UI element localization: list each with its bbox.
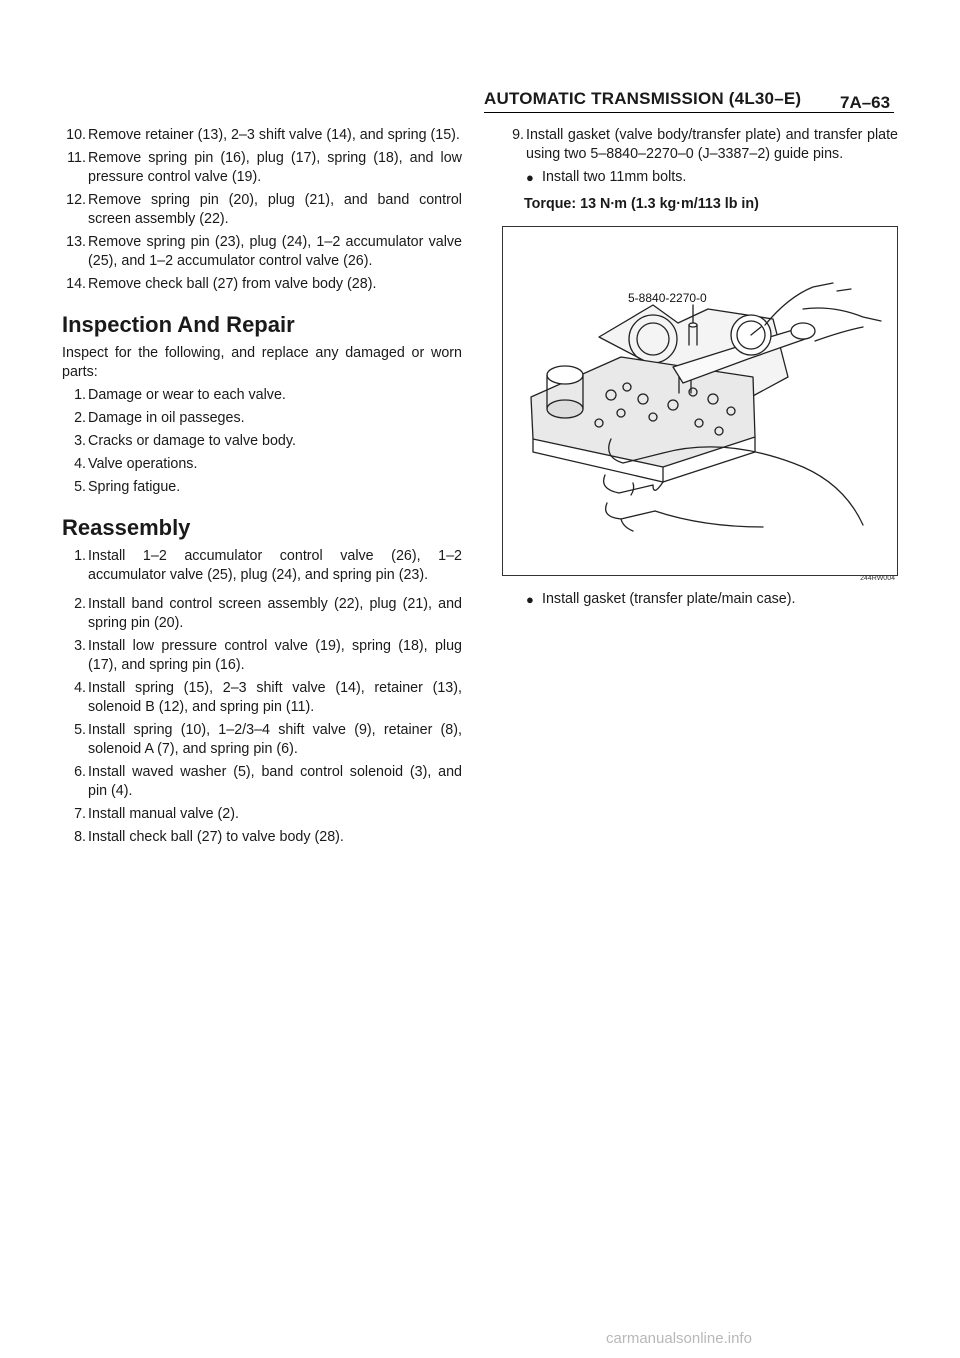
inspection-item [62,386,462,405]
step-text: Install spring (15), 2–3 shift valve (14), retainer (13), solenoid B (12), and spring pin (11). [88,680,462,715]
item-number: 1. [74,387,86,403]
step-number: 12. [66,192,86,208]
step-number: 9. [512,127,524,143]
inspection-list [62,386,462,497]
step-number: 10. [66,127,86,143]
reassembly-step [62,679,462,717]
step-number: 8. [74,829,86,845]
watermark: carmanualsonline.info [606,1330,752,1347]
right-column [500,126,898,613]
figure-code: 244RW004 [860,575,895,582]
figure-valve-body-guide-pins [502,226,898,582]
reassembly-step [62,828,462,847]
inspection-item [62,455,462,474]
step-number: 6. [74,764,86,780]
item-text: Spring fatigue. [88,479,181,495]
bullet-dot-icon: ● [526,592,534,607]
step-number: 7. [74,806,86,822]
step-text: Remove spring pin (16), plug (17), spring (18), and low pressure control valve (19). [88,150,462,185]
step-text: Remove check ball (27) from valve body (28). [88,276,377,292]
step-number: 4. [74,680,86,696]
step-text: Remove spring pin (23), plug (24), 1–2 accumulator valve (25), and 1–2 accumulator control valve (26). [88,234,462,269]
header-title: AUTOMATIC TRANSMISSION (4L30–E) [484,89,802,108]
reassembly-step [62,763,462,801]
item-number: 3. [74,433,86,449]
removal-steps [62,126,462,294]
inspection-item [62,478,462,497]
inspection-intro: Inspect for the following, and replace any damaged or worn parts: [62,345,462,380]
item-text: Valve operations. [88,456,198,472]
bullet-item [500,590,898,609]
item-text: Damage or wear to each valve. [88,387,286,403]
step-text: Install gasket (valve body/transfer plate) and transfer plate using two 5–8840–2270–0 (J–3387–2) guide pins. [526,127,898,162]
step-text: Install band control screen assembly (22), plug (21), and spring pin (20). [88,596,462,631]
figure-callout: 5-8840-2270-0 [628,291,707,305]
item-text: Cracks or damage to valve body. [88,433,296,449]
bullet-dot-icon: ● [526,170,534,185]
step-number: 2. [74,596,86,612]
inspection-item [62,409,462,428]
removal-step [62,233,462,271]
removal-step [62,191,462,229]
torque-spec: Torque: 13 N∙m (1.3 kg·m/113 lb in) [524,196,759,212]
step-number: 14. [66,276,86,292]
step-number: 1. [74,548,86,564]
reassembly-list [62,547,462,847]
step-text: Install spring (10), 1–2/3–4 shift valve (9), retainer (8), solenoid A (7), and spring pin (6). [88,722,462,757]
step-number: 11. [67,150,86,166]
reassembly-heading: Reassembly [62,515,191,540]
step-number: 5. [74,722,86,738]
removal-step [62,275,462,294]
step-text: Install manual valve (2). [88,806,239,822]
step-text: Remove spring pin (20), plug (21), and band control screen assembly (22). [88,192,462,227]
inspection-item [62,432,462,451]
item-number: 5. [74,479,86,495]
step-text: Remove retainer (13), 2–3 shift valve (14), and spring (15). [88,127,460,143]
reassembly-step-9 [500,126,898,164]
valve-body-illustration [503,227,897,575]
reassembly-step [62,805,462,824]
bullet-item [500,168,898,187]
bullet-text: Install gasket (transfer plate/main case). [542,591,796,607]
reassembly-step [62,637,462,675]
page-number: 7A–63 [840,93,891,112]
step-number: 3. [74,638,86,654]
reassembly-step [62,721,462,759]
step-text: Install waved washer (5), band control solenoid (3), and pin (4). [88,764,462,799]
header-rule [484,112,894,113]
inspection-heading: Inspection And Repair [62,312,295,337]
item-number: 2. [74,410,86,426]
removal-step [62,149,462,187]
removal-step [62,126,462,145]
left-column [62,126,462,851]
reassembly-step [62,547,462,585]
item-text: Damage in oil passeges. [88,410,245,426]
step-text: Install low pressure control valve (19), spring (18), plug (17), and spring pin (16). [88,638,462,673]
bullet-text: Install two 11mm bolts. [542,169,687,185]
reassembly-step [62,595,462,633]
step-text: Install 1–2 accumulator control valve (26), 1–2 accumulator valve (25), plug (24), and spring pin (23). [88,548,462,583]
step-text: Install check ball (27) to valve body (28). [88,829,344,845]
item-number: 4. [74,456,86,472]
step-number: 13. [66,234,86,250]
